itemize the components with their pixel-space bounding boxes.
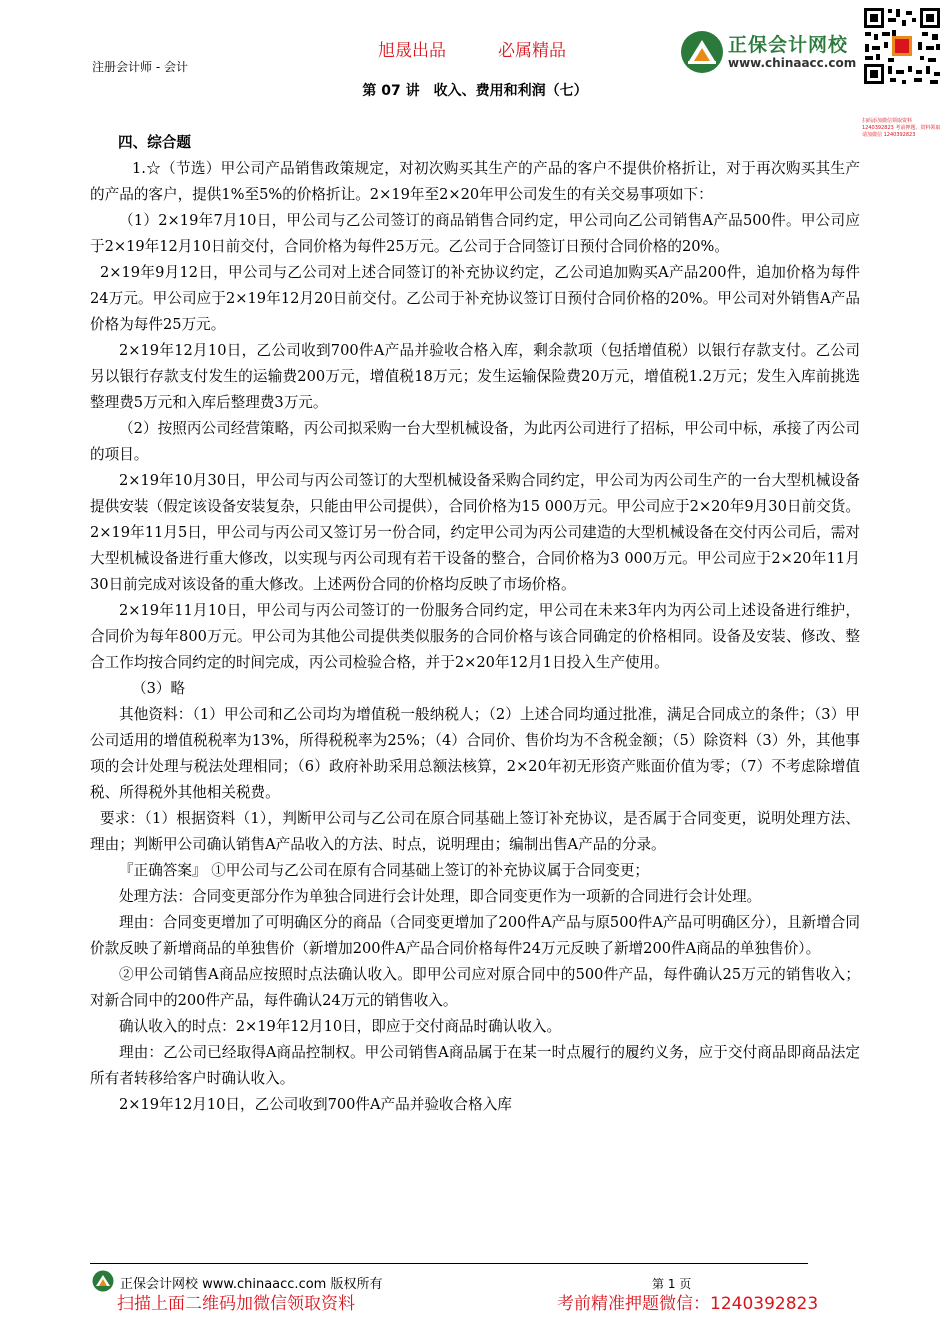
logo-url: www.chinaacc.com [728, 56, 857, 70]
material-1-delivery: 2×19年12月10日，乙公司收到700件A产品并验收合格入库，剩余款项（包括增值税）以银行存款支付。乙公司另以银行存款支付发生的运输费200万元，增值税18万元；发生运输保险费20万元，增值税1.2万元；发生入库前挑选整理费5万元和入库后整理费3万元。 [90, 342, 860, 411]
footer-divider [90, 1263, 808, 1264]
answer-recognition-time: 确认收入的时点：2×19年12月10日，即应于交付商品时确认收入。 [119, 1018, 562, 1035]
footer-logo-icon [92, 1270, 114, 1292]
answer-reason: 理由：合同变更增加了可明确区分的商品（合同变更增加了200件A产品与原500件A产品可明确区分），且新增合同价款反映了新增商品的单独售价（新增加200件A产品合同价格每件24万元反映了新增200件A商品的单独售价）。 [90, 914, 860, 957]
answer-recognition-reason: 理由：乙公司已经取得A商品控制权。甲公司销售A商品属于在某一时点履行的履约义务，应于交付商品即商品法定所有者转移给客户时确认收入。 [90, 1044, 860, 1087]
footer-ad-right: 考前精准押题微信：1240392823 [557, 1294, 819, 1314]
logo-emblem-icon [680, 30, 724, 74]
logo-name: 正保会计网校 [728, 34, 849, 56]
qr-code-icon [862, 6, 942, 86]
qr-caption: 扫码添加微信领取资料 1240392823 考前押题、资料领取请加微信 1240392823 [862, 118, 941, 138]
footer-ad-left: 扫描上面二维码加微信领取资料 [117, 1294, 355, 1314]
material-1-supplement: 2×19年9月12日，甲公司与乙公司对上述合同签订的补充协议约定，乙公司追加购买A产品200件，追加价格为每件24万元。甲公司应于2×19年12月20日前交付。乙公司于补充协议签订日预付合同价格的20%。甲公司对外销售A产品价格为每件25万元。 [90, 264, 860, 333]
page-number: 第 1 页 [652, 1277, 692, 1291]
chinaacc-logo[interactable] [680, 28, 855, 76]
course-name: 注册会计师 - 会计 [92, 60, 188, 74]
lecture-title: 第 07 讲 收入、费用和利润（七） [362, 83, 588, 99]
footer-copyright: 正保会计网校 www.chinaacc.com 版权所有 [120, 1277, 383, 1292]
header-slogan-right: 必属精品 [498, 41, 566, 61]
material-3: （3）略 [132, 680, 186, 697]
question-intro: 1.☆（节选）甲公司产品销售政策规定，对初次购买其生产的产品的客户不提供价格折让，对于再次购买其生产的产品的客户，提供1%至5%的价格折让。2×19年至2×20年甲公司发生的有关交易事项如下： [90, 160, 860, 203]
section-heading: 四、综合题 [118, 134, 191, 151]
material-2-bid: （2）按照丙公司经营策略，丙公司拟采购一台大型机械设备，为此丙公司进行了招标，甲公司中标，承接了丙公司的项目。 [90, 420, 860, 463]
answer-method: 处理方法：合同变更部分作为单独合同进行会计处理，即合同变更作为一项新的合同进行会计处理。 [119, 888, 762, 905]
material-1-contract: （1）2×19年7月10日，甲公司与乙公司签订的商品销售合同约定，甲公司向乙公司销售A产品500件。甲公司应于2×19年12月10日前交付，合同价格为每件25万元。乙公司于合同签订日预付合同价格的20%。 [90, 212, 860, 255]
material-2-service-contract: 2×19年11月10日，甲公司与丙公司签订的一份服务合同约定，甲公司在未来3年内为丙公司上述设备进行维护，合同价为每年800万元。甲公司为其他公司提供类似服务的合同价格与该合同确定的价格相同。设备及安装、修改、整合工作均按合同约定的时间完成，丙公司检验合格，并于2×20年12月1日投入生产使用。 [90, 602, 860, 671]
answer-entry-date: 2×19年12月10日，乙公司收到700件A产品并验收合格入库 [119, 1096, 512, 1113]
material-2-equipment-contract: 2×19年10月30日，甲公司与丙公司签订的大型机械设备采购合同约定，甲公司为丙公司生产的一台大型机械设备提供安装（假定该设备安装复杂，只能由甲公司提供），合同价格为15 000万元。甲公司应于2×20年9月30日前交货。2×19年11月5日，甲公司与丙公司又签订另一份合同，约定甲公司为丙公司建造的大型机械设备在交付丙公司后，需对大型机械设备进行重大修改，以实现与丙公司现有若干设备的整合，合同价格为3 000万元。甲公司应于2×20年11月30日前完成对该设备的重大修改。上述两份合同的价格均反映了市场价格。 [90, 472, 860, 593]
header-slogan-left: 旭晟出品 [378, 41, 446, 61]
answer-heading: 『正确答案』 ①甲公司与乙公司在原有合同基础上签订的补充协议属于合同变更； [119, 862, 650, 879]
other-information: 其他资料：（1）甲公司和乙公司均为增值税一般纳税人；（2）上述合同均通过批准，满足合同成立的条件；（3）甲公司适用的增值税税率为13%，所得税税率为25%；（4）合同价、售价均为不含税金额；（5）除资料（3）外，其他事项的会计处理与税法处理相同；（6）政府补助采用总额法核算，2×20年初无形资产账面价值为零；（7）不考虑除增值税、所得税外其他相关税费。 [90, 706, 860, 801]
answer-recognition-method: ②甲公司销售A商品应按照时点法确认收入。即甲公司应对原合同中的500件产品，每件确认25万元的销售收入；对新合同中的200件产品，每件确认24万元的销售收入。 [90, 966, 860, 1009]
requirement: 要求：（1）根据资料（1），判断甲公司与乙公司在原合同基础上签订补充协议，是否属于合同变更，说明处理方法、理由；判断甲公司确认销售A产品收入的方法、时点，说明理由；编制出售A产品的分录。 [90, 810, 860, 853]
document-body [90, 130, 860, 1118]
